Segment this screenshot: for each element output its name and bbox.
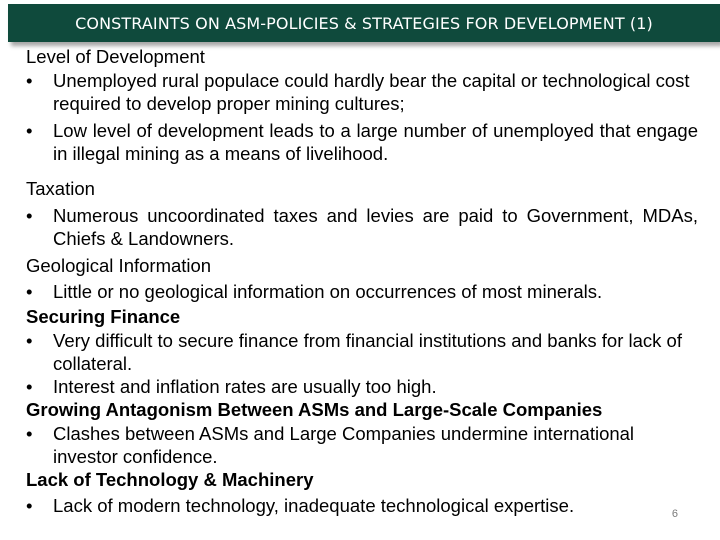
- bullet-text: Numerous uncoordinated taxes and levies are paid to Government, MDAs, Chiefs & Landowners.: [53, 205, 698, 249]
- section-lack-of-technology: [26, 468, 698, 517]
- section-heading: Lack of Technology & Machinery: [26, 469, 314, 490]
- section-heading: Growing Antagonism Between ASMs and Large-Scale Companies: [26, 399, 603, 420]
- bullet-list: [26, 494, 698, 517]
- section-geological-information: [26, 254, 698, 303]
- bullet-text: Little or no geological information on occurrences of most minerals.: [53, 281, 603, 302]
- section-heading: Taxation: [26, 178, 95, 199]
- page-number: 6: [671, 508, 678, 520]
- title-bar: [8, 4, 720, 42]
- bullet-item: [26, 280, 698, 303]
- bullet-text: Clashes between ASMs and Large Companies undermine international investor confidence.: [53, 423, 635, 467]
- bullet-text: Interest and inflation rates are usually too high.: [53, 376, 437, 397]
- bullet-text: Low level of development leads to a large number of unemployed that engage in illegal mining as a means of livelihood.: [53, 120, 698, 164]
- section-heading: Level of Development: [26, 46, 205, 67]
- bullet-icon: •: [26, 281, 33, 302]
- bullet-icon: •: [26, 495, 33, 516]
- bullet-item: [26, 119, 698, 165]
- bullet-item: [26, 494, 698, 517]
- bullet-icon: •: [26, 330, 33, 351]
- bullet-text: Very difficult to secure finance from financial institutions and banks for lack of collateral.: [53, 330, 682, 374]
- bullet-item: [26, 204, 698, 250]
- bullet-item: [26, 422, 698, 468]
- bullet-item: [26, 375, 698, 398]
- slide-content: [26, 45, 698, 517]
- section-taxation: [26, 177, 698, 250]
- bullet-text: Unemployed rural populace could hardly bear the capital or technological cost required to develop proper mining cultures;: [53, 70, 690, 114]
- bullet-list: [26, 69, 698, 165]
- bullet-item: [26, 329, 698, 375]
- bullet-list: [26, 280, 698, 303]
- bullet-icon: •: [26, 120, 33, 141]
- section-heading: Geological Information: [26, 255, 212, 276]
- section-level-of-development: [26, 45, 698, 165]
- section-growing-antagonism: [26, 398, 698, 468]
- section-heading: Securing Finance: [26, 306, 181, 327]
- slide-title: CONSTRAINTS ON ASM-POLICIES & STRATEGIES FOR DEVELOPMENT (1): [75, 13, 653, 33]
- bullet-text: Lack of modern technology, inadequate technological expertise.: [53, 495, 575, 516]
- section-securing-finance: [26, 305, 698, 398]
- bullet-icon: •: [26, 70, 33, 91]
- bullet-icon: •: [26, 423, 33, 444]
- bullet-list: [26, 204, 698, 250]
- bullet-icon: •: [26, 205, 33, 226]
- bullet-icon: •: [26, 376, 33, 397]
- bullet-item: [26, 69, 698, 115]
- bullet-list: [26, 422, 698, 468]
- bullet-list: [26, 329, 698, 398]
